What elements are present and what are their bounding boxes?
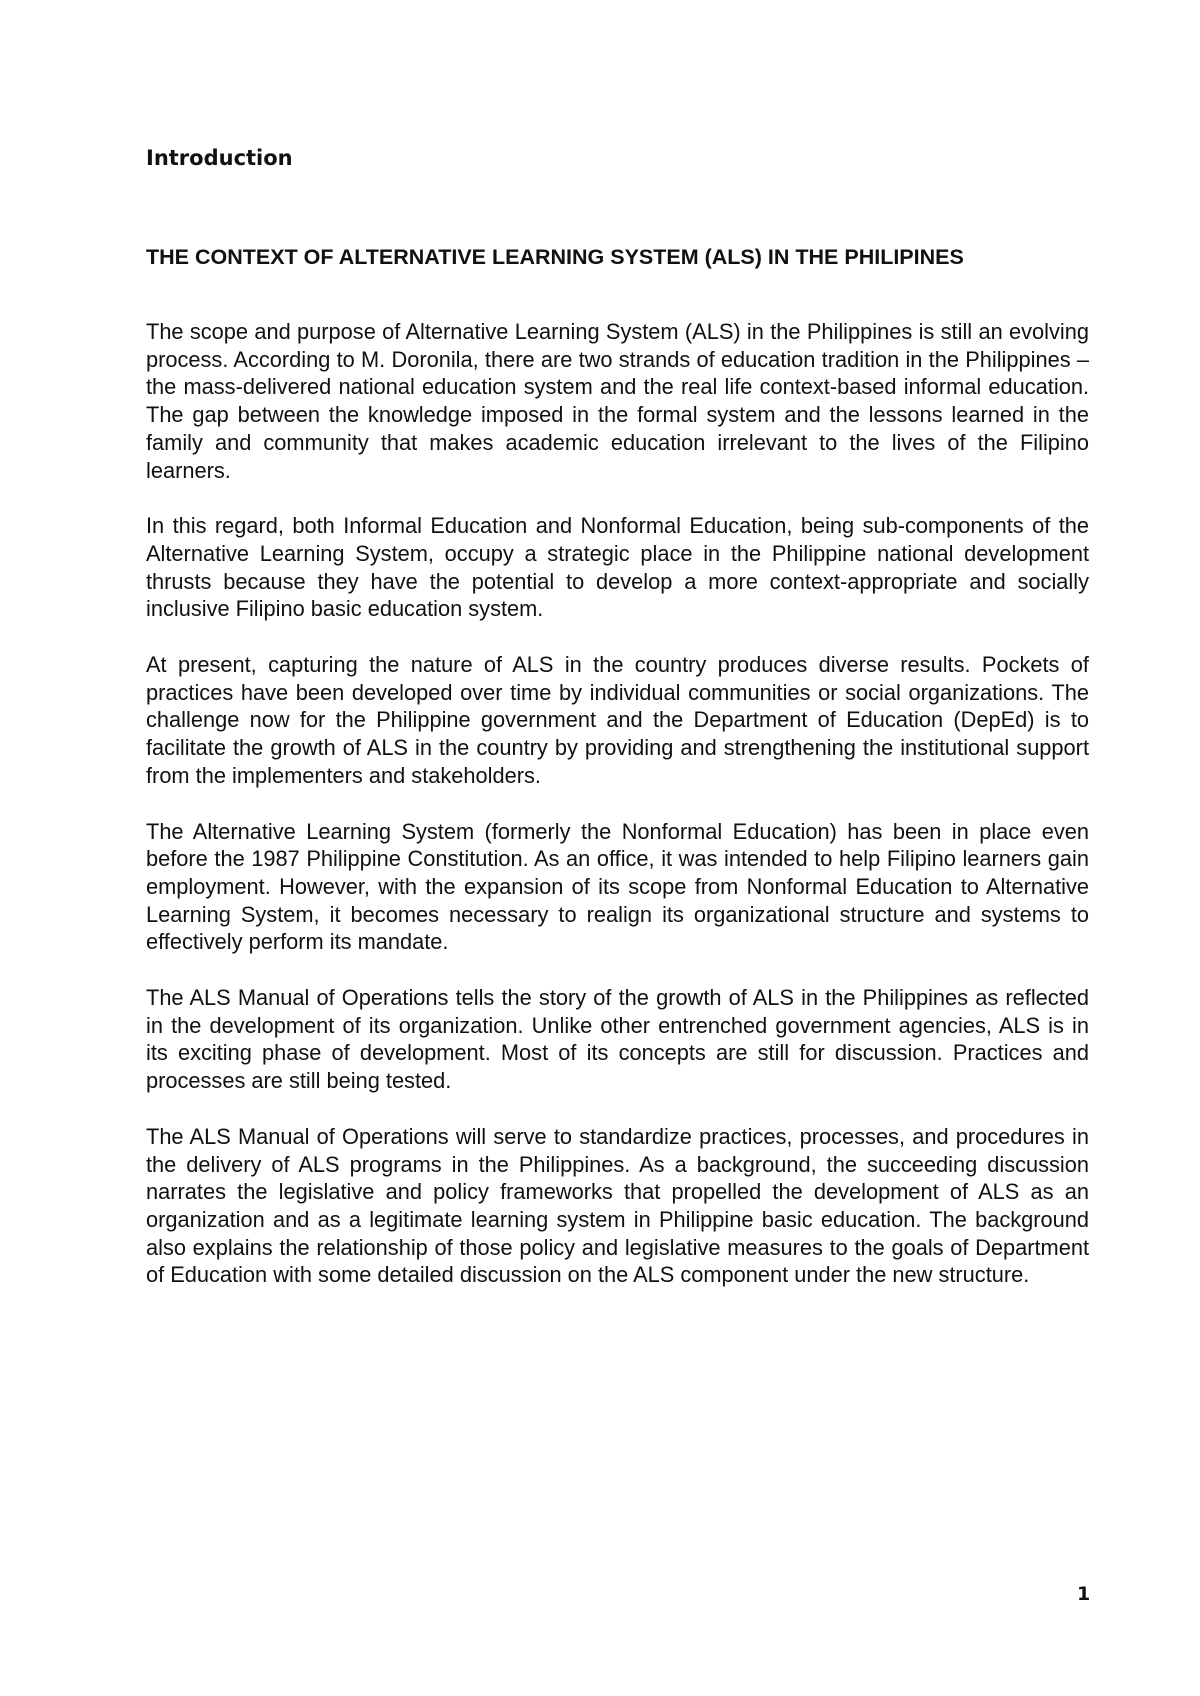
introduction-heading: Introduction: [146, 146, 293, 170]
paragraph: In this regard, both Informal Education and Nonformal Education, being sub-components of the Alternative Learning System, occupy a strategic place in the Philippine national development thrusts because they have the potential to develop a more context-appropriate and socially inclusive Filipino basic education system.: [146, 513, 1089, 622]
paragraph: The ALS Manual of Operations tells the story of the growth of ALS in the Philippines as reflected in the development of its organization. Unlike other entrenched government agencies, ALS is in its exciting phase of development. Most of its concepts are still for discussion. Practices and processes are still being tested.: [146, 985, 1089, 1094]
paragraph: At present, capturing the nature of ALS in the country produces diverse results. Pockets of practices have been developed over time by individual communities or social organizations. The challenge now for the Philippine government and the Department of Education (DepEd) is to facilitate the growth of ALS in the country by providing and strengthening the institutional support from the implementers and stakeholders.: [146, 652, 1089, 788]
paragraph: The ALS Manual of Operations will serve to standardize practices, processes, and procedures in the delivery of ALS programs in the Philippines. As a background, the succeeding discussion narrates the legislative and policy frameworks that propelled the development of ALS as an organization and as a legitimate learning system in Philippine basic education. The background also explains the relationship of those policy and legislative measures to the goals of Department of Education with some detailed discussion on the ALS component under the new structure.: [146, 1123, 1089, 1288]
paragraph: The scope and purpose of Alternative Learning System (ALS) in the Philippines is still an evolving process. According to M. Doronila, there are two strands of education tradition in the Philippines – the mass-delivered national education system and the real life context-based informal education. The gap between the knowledge imposed in the formal system and the lessons learned in the family and community that makes academic education irrelevant to the lives of the Filipino learners.: [146, 319, 1089, 483]
body-text: [146, 318, 1089, 1317]
page-number: 1: [1077, 1583, 1091, 1605]
section-title: THE CONTEXT OF ALTERNATIVE LEARNING SYSTEM (ALS) IN THE PHILIPINES: [146, 245, 964, 269]
paragraph: The Alternative Learning System (formerly the Nonformal Education) has been in place even before the 1987 Philippine Constitution. As an office, it was intended to help Filipino learners gain employment. However, with the expansion of its scope from Nonformal Education to Alternative Learning System, it becomes necessary to realign its organizational structure and systems to effectively perform its mandate.: [146, 818, 1089, 955]
